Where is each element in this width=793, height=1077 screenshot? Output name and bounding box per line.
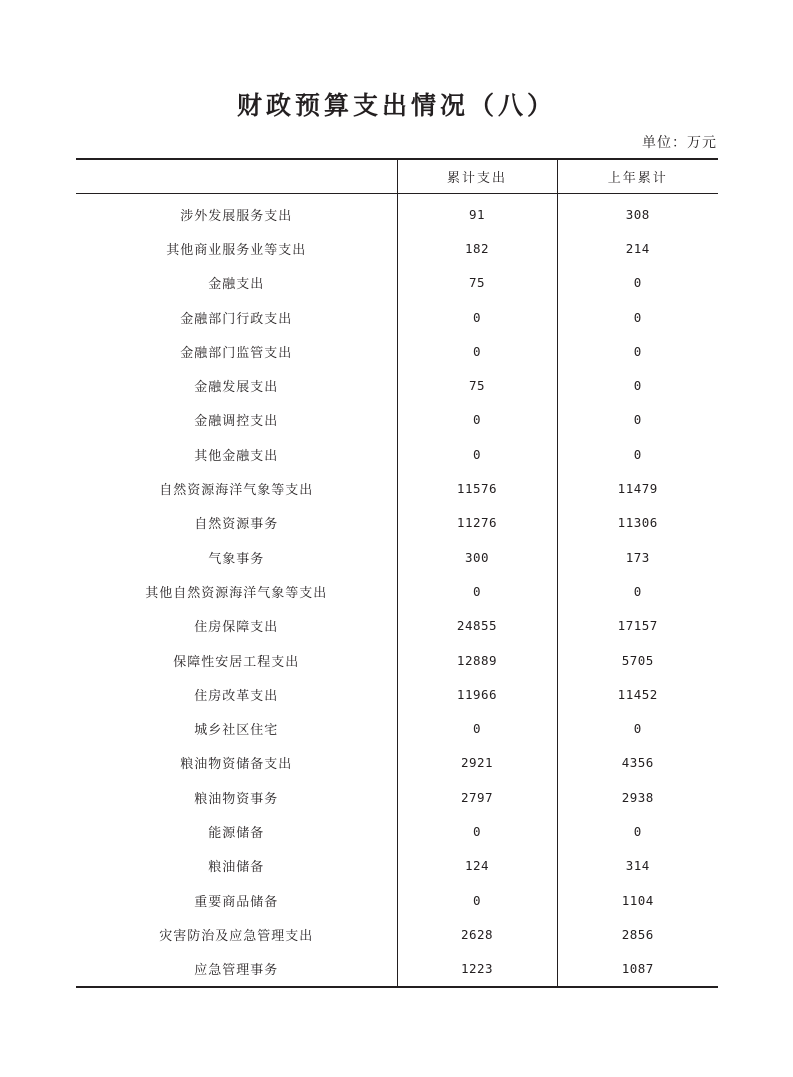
column-header-item [76,159,397,194]
table-row [76,437,718,471]
row-cumulative: 11966 [397,677,557,711]
table-row [76,506,718,540]
row-prev-year: 0 [557,300,718,334]
row-prev-year: 0 [557,574,718,608]
row-name: 住房保障支出 [194,620,279,636]
row-cumulative: 0 [397,403,557,437]
row-name: 金融支出 [208,277,265,293]
row-name: 粮油物资储备支出 [180,757,293,773]
row-cumulative: 2797 [397,780,557,814]
row-prev-year: 1087 [557,952,718,987]
table-row [76,574,718,608]
row-cumulative: 24855 [397,609,557,643]
table-row [76,814,718,848]
unit-label: 单位：万元 [642,135,717,151]
table-row [76,746,718,780]
table-row [76,849,718,883]
row-name: 粮油物资事务 [194,791,279,807]
column-header-prev-year: 上年累计 [557,159,718,194]
row-cumulative: 2628 [397,917,557,951]
table-row [76,609,718,643]
row-prev-year: 5705 [557,643,718,677]
table-row [76,917,718,951]
row-prev-year: 0 [557,334,718,368]
row-name: 金融部门监管支出 [180,345,293,361]
table-row [76,368,718,402]
row-prev-year: 0 [557,814,718,848]
row-name: 金融调控支出 [194,414,279,430]
row-prev-year: 308 [557,194,718,232]
row-prev-year: 2938 [557,780,718,814]
row-prev-year: 0 [557,711,718,745]
row-prev-year: 173 [557,540,718,574]
row-name: 重要商品储备 [194,894,279,910]
table-body [76,194,718,987]
row-prev-year: 11452 [557,677,718,711]
row-prev-year: 11306 [557,506,718,540]
row-prev-year: 11479 [557,471,718,505]
row-cumulative: 2921 [397,746,557,780]
row-name: 金融部门行政支出 [180,311,293,327]
row-prev-year: 2856 [557,917,718,951]
row-prev-year: 4356 [557,746,718,780]
row-cumulative: 124 [397,849,557,883]
table-row [76,711,718,745]
row-name: 城乡社区住宅 [194,723,279,739]
row-cumulative: 0 [397,574,557,608]
table-row [76,883,718,917]
column-header-cumulative: 累计支出 [397,159,557,194]
row-name: 应急管理事务 [194,963,279,979]
row-name: 气象事务 [208,551,265,567]
row-name: 粮油储备 [208,860,265,876]
expenditure-table [76,158,718,988]
row-cumulative: 0 [397,883,557,917]
row-cumulative: 12889 [397,643,557,677]
row-prev-year: 1104 [557,883,718,917]
row-name: 保障性安居工程支出 [173,654,300,670]
table-row [76,266,718,300]
row-name: 自然资源海洋气象等支出 [159,483,314,499]
row-cumulative: 0 [397,437,557,471]
page-title: 财政预算支出情况（八） [236,91,556,120]
row-cumulative: 91 [397,194,557,232]
row-name: 其他商业服务业等支出 [166,242,307,258]
table-row [76,677,718,711]
row-prev-year: 314 [557,849,718,883]
table-row [76,643,718,677]
row-cumulative: 0 [397,300,557,334]
row-name: 其他自然资源海洋气象等支出 [145,585,328,601]
row-cumulative: 11276 [397,506,557,540]
row-prev-year: 0 [557,403,718,437]
row-cumulative: 75 [397,266,557,300]
row-name: 涉外发展服务支出 [180,208,293,224]
row-prev-year: 0 [557,368,718,402]
row-cumulative: 0 [397,334,557,368]
row-prev-year: 0 [557,266,718,300]
row-name: 灾害防治及应急管理支出 [159,928,314,944]
row-cumulative: 1223 [397,952,557,987]
row-name: 金融发展支出 [194,380,279,396]
row-cumulative: 11576 [397,471,557,505]
table-row [76,952,718,987]
row-cumulative: 300 [397,540,557,574]
table-row [76,231,718,265]
row-cumulative: 75 [397,368,557,402]
table-row [76,780,718,814]
table-row [76,403,718,437]
table-row [76,300,718,334]
row-name: 住房改革支出 [194,688,279,704]
table-row [76,471,718,505]
table-header-row [76,159,718,194]
row-cumulative: 0 [397,814,557,848]
table-row [76,334,718,368]
row-cumulative: 0 [397,711,557,745]
table-row [76,194,718,232]
row-name: 能源储备 [208,825,265,841]
row-prev-year: 214 [557,231,718,265]
row-prev-year: 17157 [557,609,718,643]
row-name: 自然资源事务 [194,517,279,533]
row-name: 其他金融支出 [194,448,279,464]
row-cumulative: 182 [397,231,557,265]
row-prev-year: 0 [557,437,718,471]
table-row [76,540,718,574]
